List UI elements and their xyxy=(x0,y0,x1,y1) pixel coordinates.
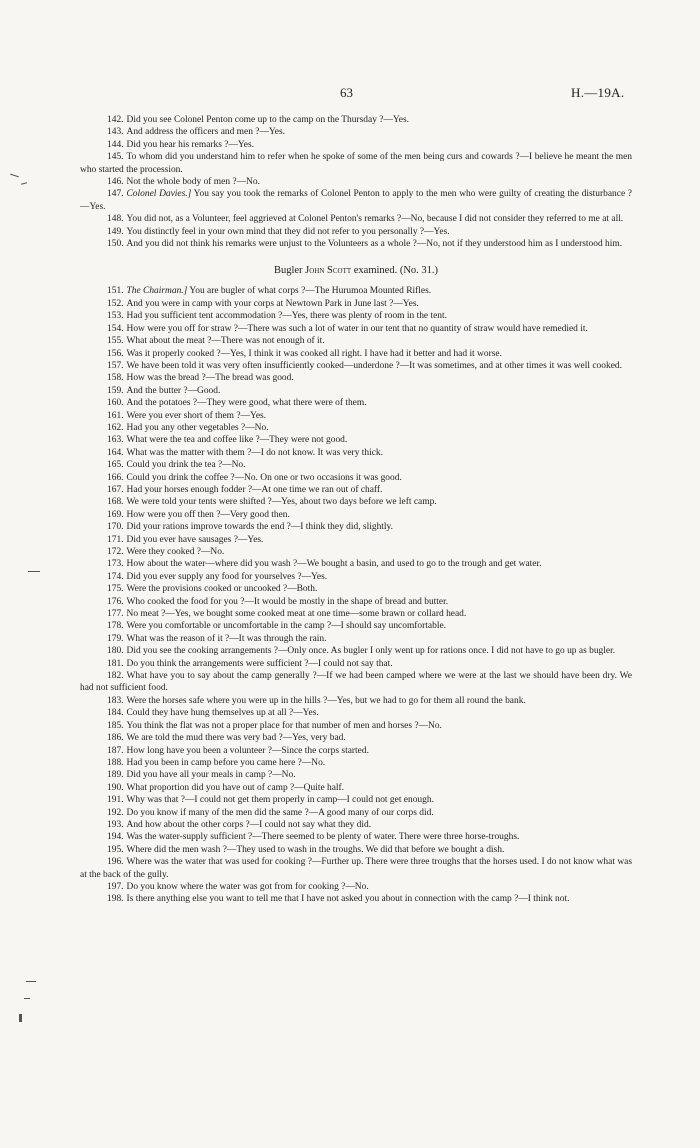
question-answer-paragraph xyxy=(80,769,632,781)
question-answer-paragraph xyxy=(80,385,632,397)
question-number: 147. xyxy=(107,189,124,200)
margin-mark xyxy=(21,182,27,185)
margin-mark xyxy=(19,1014,22,1022)
question-number: 175. xyxy=(107,584,124,595)
question-number: 173. xyxy=(107,559,124,570)
question-answer-text: Were they cooked ?—No. xyxy=(126,547,225,557)
question-answer-text: Did your rations improve towards the end ?—I think they did, slightly. xyxy=(126,522,393,533)
question-answer-text: Did you hear his remarks ?—Yes. xyxy=(126,139,254,150)
question-answer-text: Did you ever supply any food for yourselves ?—Yes. xyxy=(126,571,328,582)
question-answer-text: Why was that ?—I could not get them properly in camp—I could not get enough. xyxy=(126,795,434,806)
question-answer-paragraph xyxy=(80,670,632,695)
question-answer-paragraph xyxy=(80,732,632,744)
question-answer-paragraph xyxy=(80,844,632,856)
question-answer-text: Did you ever have sausages ?—Yes. xyxy=(126,534,264,545)
question-answer-paragraph xyxy=(80,633,632,645)
question-answer-paragraph xyxy=(80,397,632,409)
question-number: 171. xyxy=(107,534,124,545)
question-answer-text: And address the officers and men ?—Yes. xyxy=(126,127,285,138)
question-answer-text: And you did not think his remarks were unjust to the Volunteers as a whole ?—No, not if they understood him as I understood him. xyxy=(126,239,623,250)
question-answer-paragraph xyxy=(80,720,632,732)
question-answer-paragraph xyxy=(80,807,632,819)
question-answer-text: Where was the water that was used for cooking ?—Further up. There were three troughs that the horses used. I do not know what was at the back of the gully. xyxy=(80,857,632,880)
question-number: 163. xyxy=(107,435,124,446)
question-number: 181. xyxy=(107,658,124,669)
question-number: 152. xyxy=(107,298,124,309)
question-number: 146. xyxy=(107,177,124,188)
page-number: 63 xyxy=(340,85,353,100)
question-number: 164. xyxy=(107,447,124,458)
question-answer-paragraph xyxy=(80,831,632,843)
question-number: 198. xyxy=(107,894,124,905)
question-answer-text: Had you been in camp before you came here ?—No. xyxy=(126,757,326,768)
question-answer-paragraph xyxy=(80,323,632,335)
question-answer-text: We are told the mud there was very bad ?—Yes, very bad. xyxy=(126,733,346,744)
question-number: 172. xyxy=(107,547,124,557)
question-answer-paragraph xyxy=(80,360,632,372)
question-answer-paragraph xyxy=(80,335,632,347)
question-answer-text: And you were in camp with your corps at Newtown Park in June last ?—Yes. xyxy=(126,298,419,309)
question-number: 197. xyxy=(107,881,124,892)
question-number: 160. xyxy=(107,398,124,409)
question-answer-paragraph xyxy=(80,608,632,620)
question-answer-text: What was the matter with them ?—I do not know. It was very thick. xyxy=(126,447,384,458)
question-answer-paragraph xyxy=(80,596,632,608)
speaker-label: The Chairman.] xyxy=(126,286,188,297)
question-number: 182. xyxy=(107,671,124,682)
question-answer-text: You distinctly feel in your own mind that they did not refer to you personally ?—Yes. xyxy=(126,226,450,237)
question-answer-paragraph xyxy=(80,310,632,322)
question-answer-text: Do you know if many of the men did the same ?—A good many of our corps did. xyxy=(126,807,434,818)
question-answer-text: What was the reason of it ?—It was through the rain. xyxy=(126,633,327,644)
question-answer-text: What about the meat ?—There was not enough of it. xyxy=(126,336,325,347)
question-number: 193. xyxy=(107,819,124,830)
question-answer-paragraph xyxy=(80,422,632,434)
document-reference: H.—19A. xyxy=(571,85,625,100)
question-answer-paragraph xyxy=(80,151,632,176)
question-number: 186. xyxy=(107,733,124,744)
question-answer-text: You say you took the remarks of Colonel Penton to apply to the men who were guilty of creating the disturbance ?—Yes. xyxy=(80,189,632,212)
question-answer-paragraph xyxy=(80,707,632,719)
question-number: 167. xyxy=(107,484,124,495)
question-answer-text: Were you comfortable or uncomfortable in the camp ?—I should say uncomfortable. xyxy=(126,621,446,632)
witness-heading xyxy=(80,264,632,277)
question-number: 194. xyxy=(107,832,124,843)
question-answer-text: We have been told it was very often insufficiently cooked—underdone ?—It was sometimes, and at other times it was well cooked. xyxy=(126,360,622,371)
question-number: 178. xyxy=(107,621,124,632)
question-number: 183. xyxy=(107,695,124,706)
question-answer-paragraph xyxy=(80,285,632,297)
question-answer-paragraph xyxy=(80,856,632,881)
witness-name: John Scott xyxy=(305,265,352,277)
question-answer-text: Do you know where the water was got from for cooking ?—No. xyxy=(126,881,369,892)
question-answer-text: No meat ?—Yes, we bought some cooked meat at one time—some brawn or collard head. xyxy=(126,609,467,620)
question-answer-paragraph xyxy=(80,534,632,546)
question-answer-paragraph xyxy=(80,620,632,632)
margin-mark xyxy=(28,571,40,572)
question-answer-text: Do you think the arrangements were sufficient ?—I could not say that. xyxy=(126,658,393,669)
question-answer-text: To whom did you understand him to refer when he spoke of some of the men being curs and cowards ?—I believe he meant the men who started the procession. xyxy=(80,152,632,175)
question-answer-paragraph xyxy=(80,782,632,794)
question-answer-paragraph xyxy=(80,757,632,769)
question-answer-text: We were told your tents were shifted ?—Yes, about two days before we left camp. xyxy=(126,497,437,508)
question-number: 166. xyxy=(107,472,124,483)
question-answer-text: Could you drink the tea ?—No. xyxy=(126,460,246,471)
question-number: 148. xyxy=(107,214,124,225)
question-answer-paragraph xyxy=(80,881,632,893)
question-answer-paragraph xyxy=(80,521,632,533)
question-number: 165. xyxy=(107,460,124,471)
question-answer-paragraph xyxy=(80,298,632,310)
question-number: 156. xyxy=(107,348,124,359)
question-answer-paragraph xyxy=(80,558,632,570)
question-number: 168. xyxy=(107,497,124,508)
question-answer-paragraph xyxy=(80,571,632,583)
question-answer-text: And the butter ?—Good. xyxy=(126,385,221,396)
question-answer-text: Did you see Colonel Penton come up to the camp on the Thursday ?—Yes. xyxy=(126,115,409,125)
question-number: 188. xyxy=(107,757,124,768)
question-answer-paragraph xyxy=(80,893,632,905)
question-answer-text: You are bugler of what corps ?—The Hurumoa Mounted Rifles. xyxy=(187,286,432,297)
question-answer-text: Was it properly cooked ?—Yes, I think it was cooked all right. I have had it better and had it worse. xyxy=(126,348,502,359)
testimony-section-one xyxy=(80,114,632,250)
question-number: 191. xyxy=(107,795,124,806)
question-answer-paragraph xyxy=(80,139,632,151)
question-answer-text: Who cooked the food for you ?—It would be mostly in the shape of bread and butter. xyxy=(126,596,449,607)
question-number: 170. xyxy=(107,522,124,533)
testimony-section-two xyxy=(80,285,632,905)
question-answer-text: Not the whole body of men ?—No. xyxy=(126,177,260,188)
question-answer-paragraph xyxy=(80,238,632,250)
question-answer-text: Could they have hung themselves up at all ?—Yes. xyxy=(126,708,319,719)
question-answer-text: Where did the men wash ?—They used to wash in the troughs. We did that before we bought a dish. xyxy=(126,844,505,855)
question-answer-text: How were you off then ?—Very good then. xyxy=(126,509,290,520)
question-number: 180. xyxy=(107,646,124,657)
question-number: 177. xyxy=(107,609,124,620)
question-answer-text: Could you drink the coffee ?—No. On one or two occasions it was good. xyxy=(126,472,402,483)
question-number: 196. xyxy=(107,857,124,868)
question-answer-paragraph xyxy=(80,484,632,496)
question-number: 154. xyxy=(107,323,124,334)
question-number: 161. xyxy=(107,410,124,421)
question-number: 153. xyxy=(107,311,124,322)
question-answer-paragraph xyxy=(80,496,632,508)
question-answer-paragraph xyxy=(80,645,632,657)
question-answer-text: Were the provisions cooked or uncooked ?—Both. xyxy=(126,584,318,595)
question-number: 151. xyxy=(107,286,124,297)
question-answer-text: What proportion did you have out of camp ?—Quite half. xyxy=(126,782,345,793)
question-answer-paragraph xyxy=(80,794,632,806)
question-number: 190. xyxy=(107,782,124,793)
question-answer-paragraph xyxy=(80,226,632,238)
question-answer-paragraph xyxy=(80,658,632,670)
question-answer-paragraph xyxy=(80,472,632,484)
question-answer-text: Were you ever short of them ?—Yes. xyxy=(126,410,267,421)
question-answer-paragraph xyxy=(80,459,632,471)
question-number: 162. xyxy=(107,422,124,433)
question-answer-text: How long have you been a volunteer ?—Since the corps started. xyxy=(126,745,369,756)
question-number: 174. xyxy=(107,571,124,582)
question-answer-text: Is there anything else you want to tell me that I have not asked you about in connection with the camp ?—I think not. xyxy=(126,894,570,905)
question-answer-text: You think the flat was not a proper place for that number of men and horses ?—No. xyxy=(126,720,442,731)
margin-mark xyxy=(26,981,36,982)
question-answer-paragraph xyxy=(80,745,632,757)
question-number: 184. xyxy=(107,708,124,719)
witness-heading-suffix: examined. (No. 31.) xyxy=(351,265,439,277)
question-answer-text: How about the water—where did you wash ?—We bought a basin, and used to go to the trough and get water. xyxy=(126,559,542,570)
question-number: 187. xyxy=(107,745,124,756)
question-answer-text: You did not, as a Volunteer, feel aggrieved at Colonel Penton's remarks ?—No, because I did not consider they referred to me at all. xyxy=(126,214,624,225)
question-number: 150. xyxy=(107,239,124,250)
question-answer-text: What have you to say about the camp generally ?—If we had been camped where we were at the last we should have been dry. We had not sufficient food. xyxy=(80,671,632,694)
margin-mark xyxy=(10,174,19,178)
question-answer-paragraph xyxy=(80,372,632,384)
question-answer-text: How were you off for straw ?—There was such a lot of water in our tent that no quantity of straw would have remedied it. xyxy=(126,323,588,334)
question-answer-paragraph xyxy=(80,695,632,707)
question-number: 159. xyxy=(107,385,124,396)
question-answer-text: Had you any other vegetables ?—No. xyxy=(126,422,269,433)
question-answer-paragraph xyxy=(80,188,632,213)
question-number: 149. xyxy=(107,226,124,237)
question-number: 195. xyxy=(107,844,124,855)
question-answer-paragraph xyxy=(80,546,632,558)
question-answer-paragraph xyxy=(80,410,632,422)
question-number: 179. xyxy=(107,633,124,644)
question-number: 192. xyxy=(107,807,124,818)
question-answer-paragraph xyxy=(80,348,632,360)
margin-mark xyxy=(24,998,30,999)
question-answer-text: Did you have all your meals in camp ?—No. xyxy=(126,770,296,781)
question-number: 157. xyxy=(107,360,124,371)
question-answer-text: Had your horses enough fodder ?—At one time we ran out of chaff. xyxy=(126,484,383,495)
question-answer-paragraph xyxy=(80,583,632,595)
question-answer-text: How was the bread ?—The bread was good. xyxy=(126,373,294,384)
question-number: 189. xyxy=(107,770,124,781)
question-number: 169. xyxy=(107,509,124,520)
question-answer-paragraph xyxy=(80,819,632,831)
question-number: 145. xyxy=(107,152,124,163)
question-answer-paragraph xyxy=(80,176,632,188)
question-answer-paragraph xyxy=(80,447,632,459)
question-answer-text: And how about the other corps ?—I could not say what they did. xyxy=(126,819,372,830)
question-number: 158. xyxy=(107,373,124,384)
question-number: 155. xyxy=(107,336,124,347)
question-answer-text: Was the water-supply sufficient ?—There seemed to be plenty of water. There were three horse-troughs. xyxy=(126,832,520,843)
testimony-body xyxy=(80,114,632,906)
question-number: 176. xyxy=(107,596,124,607)
witness-heading-prefix: Bugler xyxy=(273,265,306,277)
question-number: 142. xyxy=(107,115,124,125)
question-number: 143. xyxy=(107,127,124,138)
question-answer-text: Had you sufficient tent accommodation ?—Yes, there was plenty of room in the tent. xyxy=(126,311,447,322)
question-answer-paragraph xyxy=(80,213,632,225)
question-answer-text: Did you see the cooking arrangements ?—Only once. As bugler I only went up for rations once. I did not have to go up as bugler. xyxy=(126,646,616,657)
question-answer-text: And the potatoes ?—They were good, what there were of them. xyxy=(126,398,367,409)
question-answer-paragraph xyxy=(80,509,632,521)
question-number: 185. xyxy=(107,720,124,731)
question-answer-text: Were the horses safe where you were up in the hills ?—Yes, but we had to go for them all round the bank. xyxy=(126,695,526,706)
question-answer-paragraph xyxy=(80,434,632,446)
question-answer-text: What were the tea and coffee like ?—They were not good. xyxy=(126,435,348,446)
question-answer-paragraph xyxy=(80,114,632,126)
question-answer-paragraph xyxy=(80,126,632,138)
speaker-label: Colonel Davies.] xyxy=(126,189,192,200)
question-number: 144. xyxy=(107,139,124,150)
